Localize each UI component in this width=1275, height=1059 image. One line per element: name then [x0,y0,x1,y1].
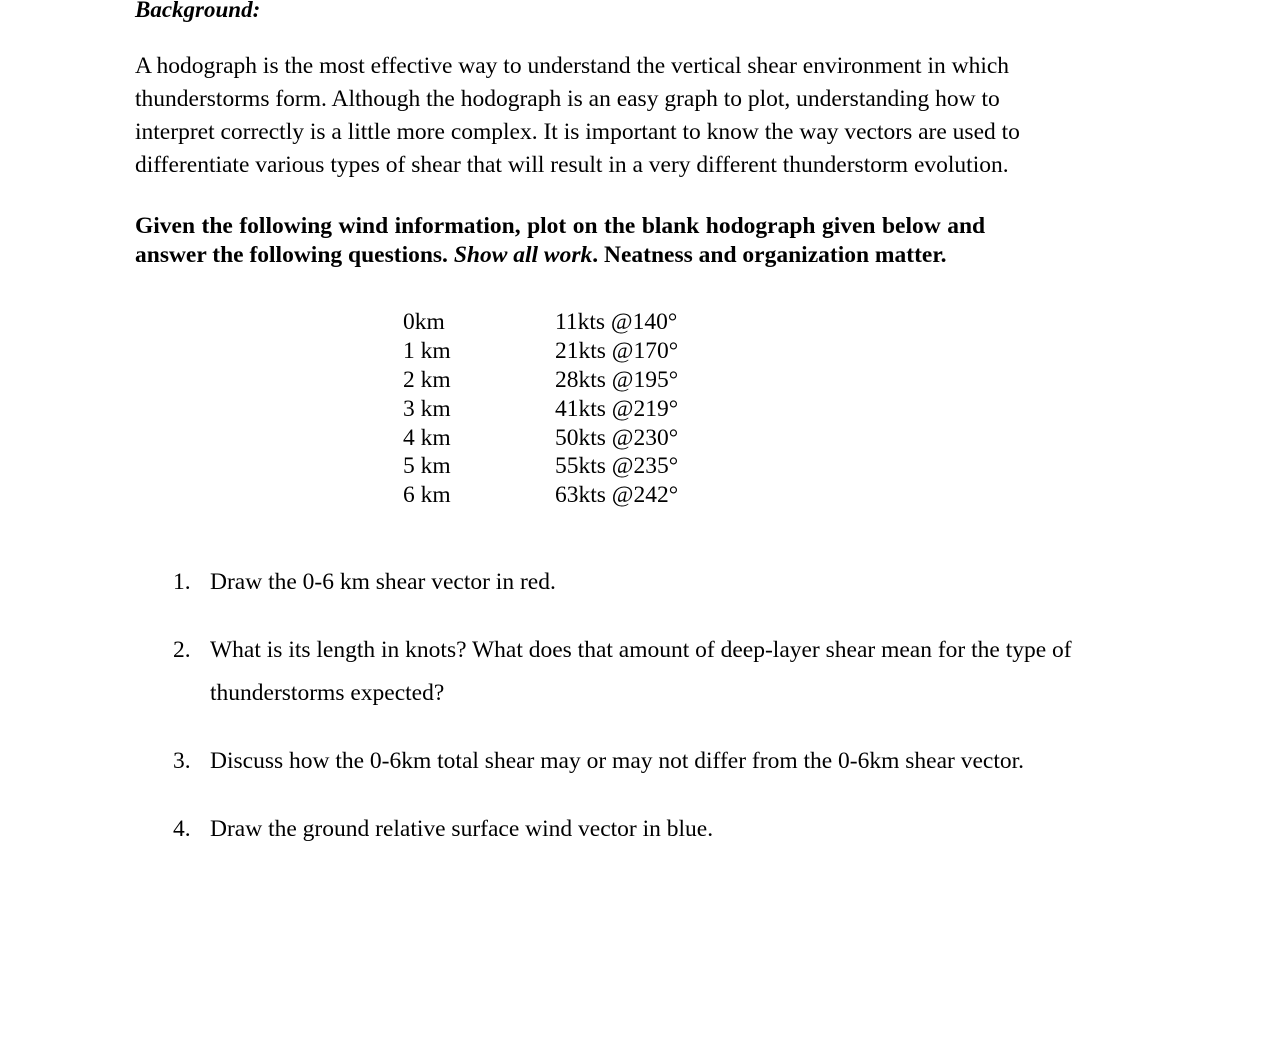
question-item [173,808,1133,851]
wind-altitude: 1 km [403,337,451,364]
wind-row [403,337,723,366]
wind-value: 55kts @235° [555,453,679,480]
wind-altitude: 3 km [403,395,451,422]
wind-altitude: 0km [403,309,445,335]
instructions-line [135,241,1095,270]
question-text: Draw the 0-6 km shear vector in red. [210,569,556,595]
instructions-paragraph [135,212,1095,270]
question-list [173,561,1133,851]
question-text: What is its length in knots? What does that amount of deep-layer shear mean for the type of thunderstorms expected? [210,637,1072,706]
wind-altitude: 4 km [403,424,451,451]
wind-altitude: 2 km [403,366,451,393]
wind-row [403,308,723,337]
intro-line: interpret correctly is a little more complex. It is important to know the way vectors are used to [135,119,1020,145]
wind-table [403,308,723,510]
wind-row [403,366,723,395]
question-number: 1. [173,569,191,595]
intro-paragraph [135,50,1095,182]
wind-value: 21kts @170° [555,337,679,364]
wind-row [403,395,723,424]
wind-value: 41kts @219° [555,395,679,422]
instructions-emphasis: Show all work [453,242,593,268]
wind-value: 28kts @195° [555,366,679,393]
intro-line: thunderstorms form. Although the hodograph is an easy graph to plot, understanding how to [135,86,1000,112]
question-text: Discuss how the 0-6km total shear may or may not differ from the 0-6km shear vector. [210,748,1025,774]
question-item [173,561,1133,604]
intro-line: differentiate various types of shear that will result in a very different thunderstorm evolution. [135,152,1009,178]
section-heading: Background: [135,0,261,22]
instructions-text: answer the following questions. [135,242,454,268]
question-text: Draw the ground relative surface wind vector in blue. [210,816,714,842]
wind-row [403,452,723,481]
wind-value: 11kts @140° [555,309,678,335]
question-number: 4. [173,816,191,842]
question-item [173,629,1133,715]
wind-row [403,481,723,510]
intro-line: A hodograph is the most effective way to understand the vertical shear environment in which [135,53,1010,79]
wind-altitude: 6 km [403,482,451,509]
question-number: 3. [173,748,191,774]
instructions-text: . Neatness and organization matter. [592,242,947,268]
question-number: 2. [173,637,191,663]
question-item [173,740,1133,783]
wind-altitude: 5 km [403,453,451,480]
instructions-line: Given the following wind information, plot on the blank hodograph given below and [135,213,986,239]
wind-row [403,424,723,453]
wind-value: 63kts @242° [555,482,679,509]
wind-value: 50kts @230° [555,424,679,451]
